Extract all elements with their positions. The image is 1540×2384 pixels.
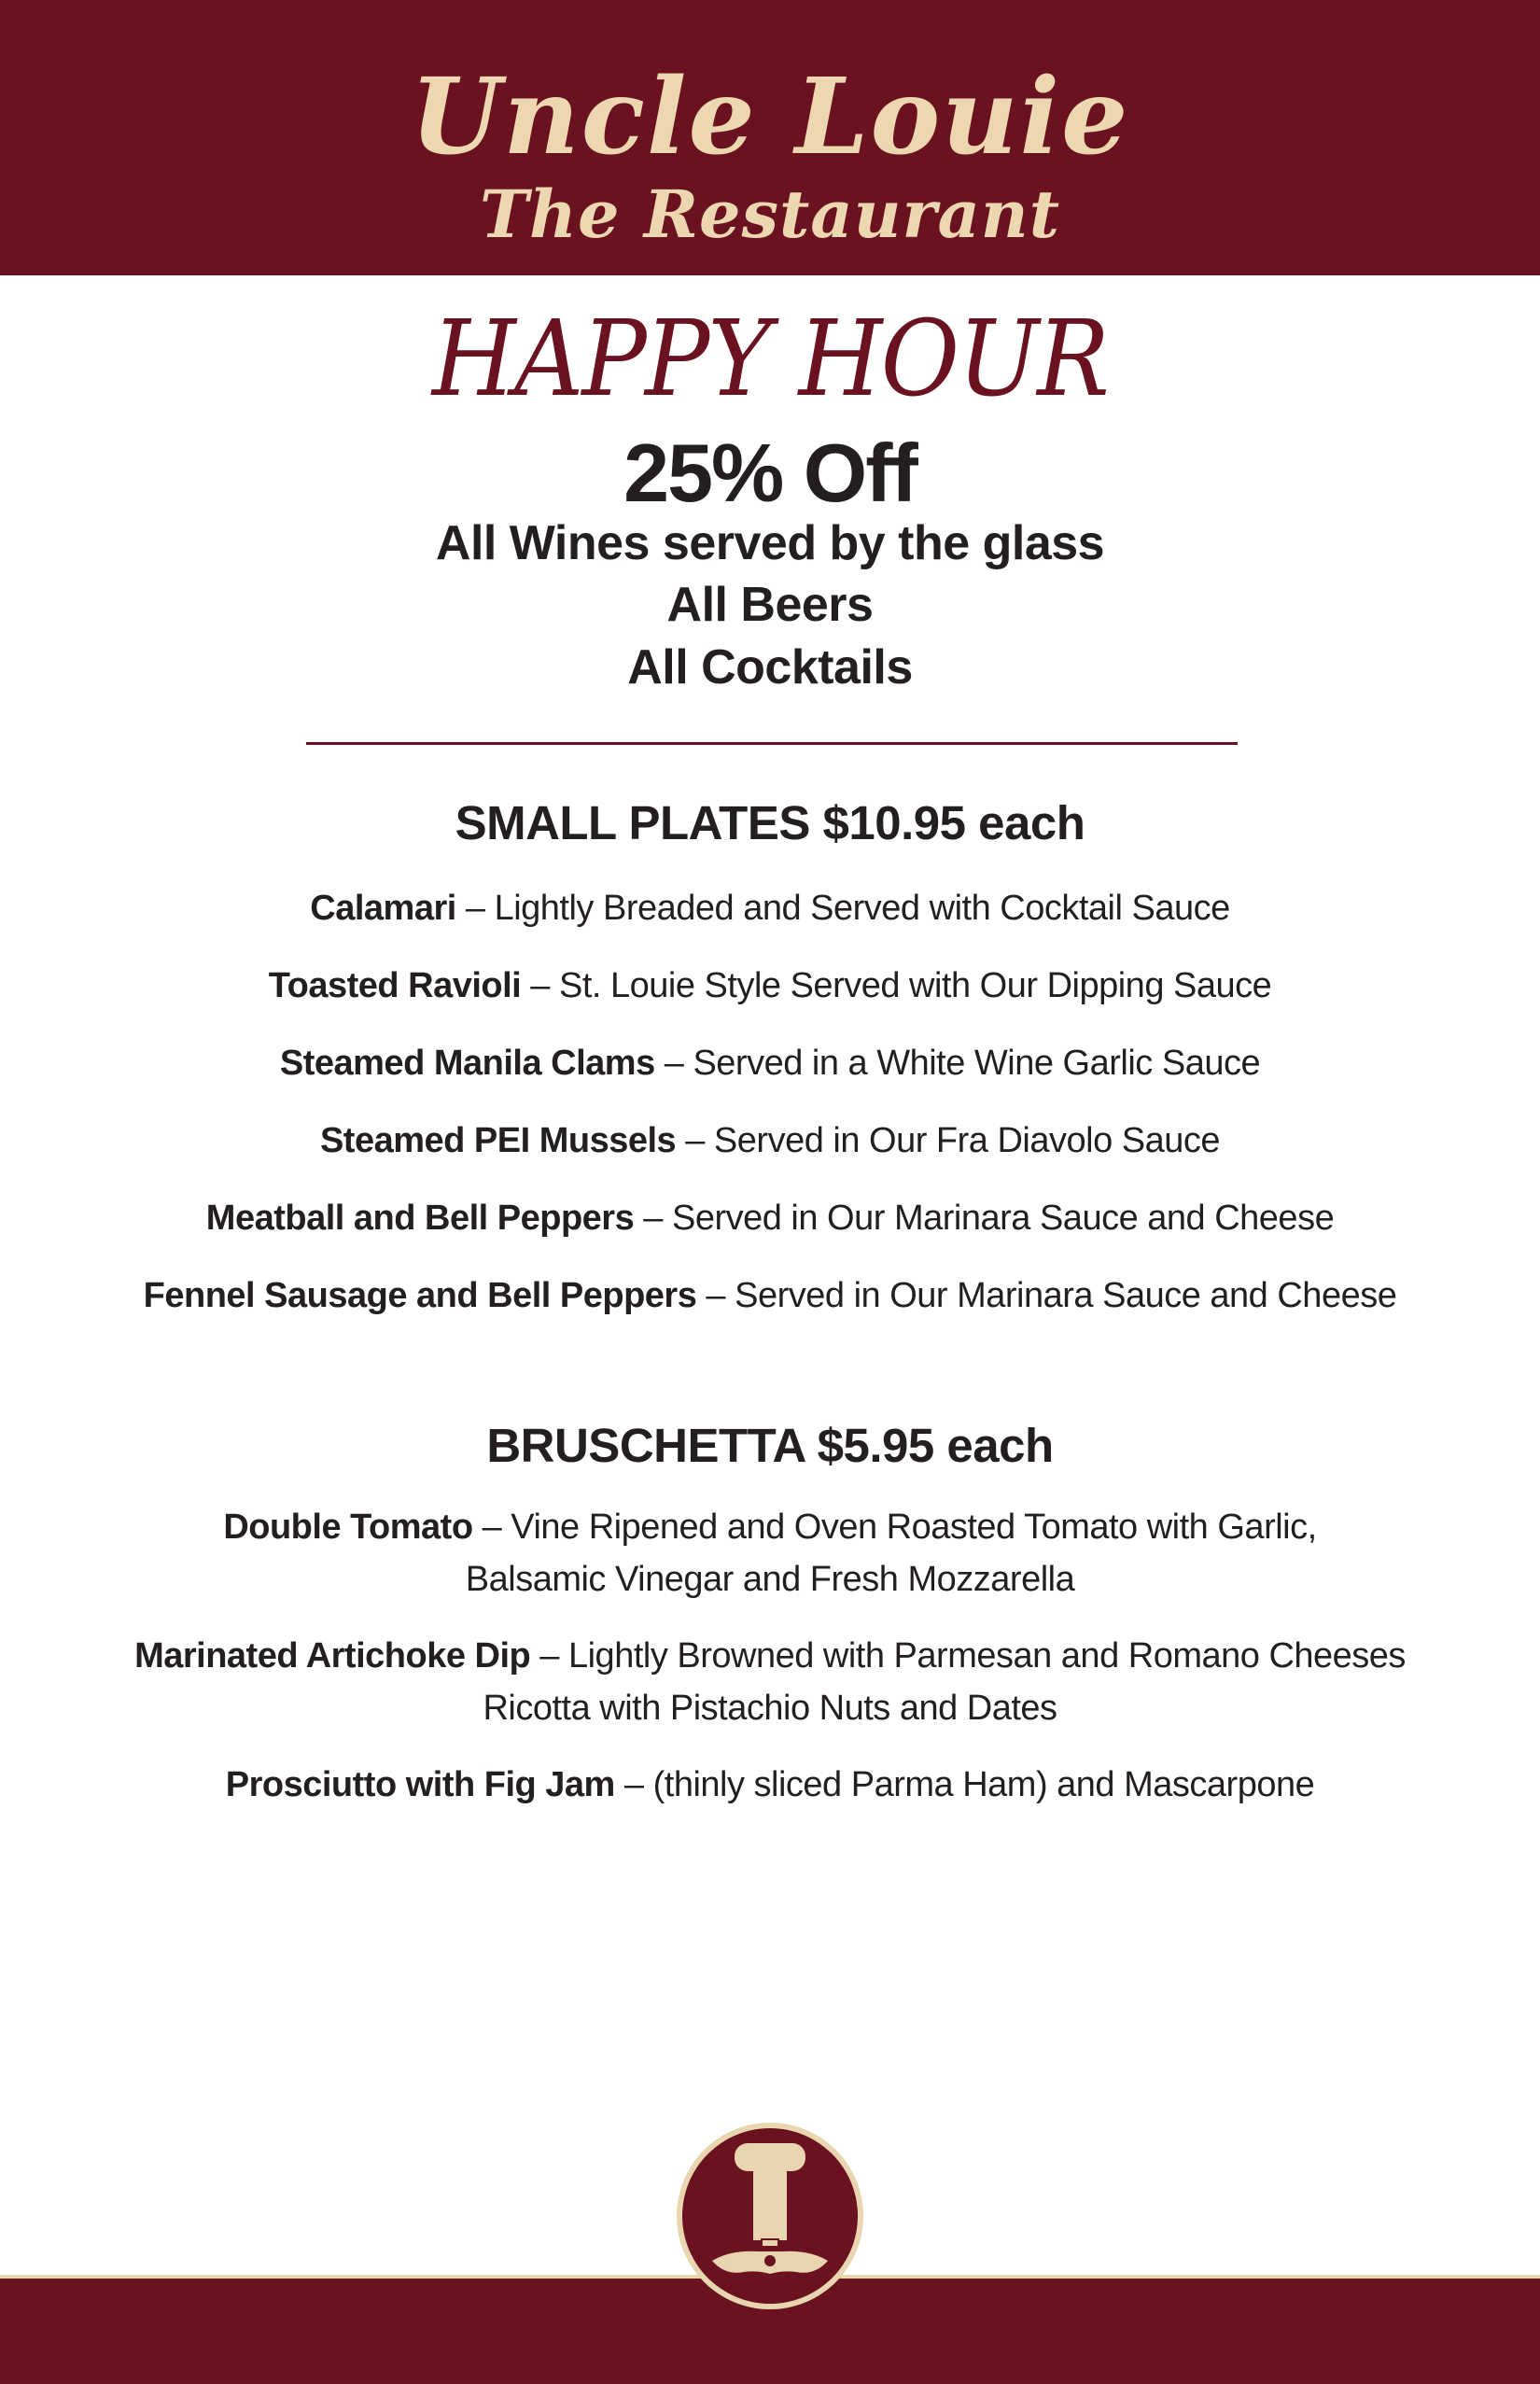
item-description: – St. Louie Style Served with Our Dipping Sauce xyxy=(521,966,1272,1005)
item-description: – (thinly sliced Parma Ham) and Mascarpone xyxy=(614,1765,1315,1804)
item-name: Fennel Sausage and Bell Peppers xyxy=(143,1276,697,1315)
discount-headline: 25% Off xyxy=(623,427,917,519)
offer-line-wines: All Wines served by the glass xyxy=(435,516,1105,570)
item-name: Marinated Artichoke Dip xyxy=(134,1636,531,1676)
item-name: Meatball and Bell Peppers xyxy=(205,1199,635,1238)
item-name: Calamari xyxy=(310,889,456,928)
menu-item xyxy=(0,1759,1540,1811)
menu-item xyxy=(0,1192,1540,1244)
item-description: – Served in a White Wine Garlic Sauce xyxy=(654,1044,1261,1083)
item-name: Toasted Ravioli xyxy=(268,966,522,1005)
item-name: Prosciutto with Fig Jam xyxy=(225,1765,615,1804)
item-description: – Lightly Browned with Parmesan and Romano Cheeses xyxy=(530,1636,1406,1676)
menu-item xyxy=(0,1115,1540,1167)
menu-item xyxy=(0,882,1540,934)
offer-line-beers: All Beers xyxy=(666,578,874,632)
restaurant-name: Uncle Louie xyxy=(410,56,1130,178)
item-description: – Served in Our Fra Diavolo Sauce xyxy=(676,1121,1221,1160)
item-description: – Served in Our Marinara Sauce and Cheese xyxy=(696,1276,1397,1315)
chef-figure-emblem-icon xyxy=(675,2121,865,2311)
small-plates-heading: SMALL PLATES $10.95 each xyxy=(455,796,1085,849)
item-description-continued: Balsamic Vinegar and Fresh Mozzarella xyxy=(465,1560,1075,1599)
offer-line-cocktails: All Cocktails xyxy=(627,640,913,694)
menu-item xyxy=(0,1501,1540,1606)
menu-item xyxy=(0,1037,1540,1089)
menu-item xyxy=(0,960,1540,1012)
item-description: – Served in Our Marinara Sauce and Cheese xyxy=(634,1199,1335,1238)
section-divider xyxy=(306,742,1238,745)
menu-item xyxy=(0,1630,1540,1734)
item-description: – Vine Ripened and Oven Roasted Tomato with Garlic, xyxy=(472,1508,1317,1547)
menu-item xyxy=(0,1269,1540,1322)
bruschetta-heading: BRUSCHETTA $5.95 each xyxy=(486,1419,1054,1472)
happy-hour-title: HAPPY HOUR xyxy=(431,299,1109,420)
restaurant-subtitle: The Restaurant xyxy=(479,175,1061,253)
item-name: Double Tomato xyxy=(223,1508,473,1547)
item-description-continued: Ricotta with Pistachio Nuts and Dates xyxy=(483,1689,1057,1728)
item-name: Steamed PEI Mussels xyxy=(319,1121,677,1160)
item-description: – Lightly Breaded and Served with Cocktail Sauce xyxy=(455,889,1230,928)
item-name: Steamed Manila Clams xyxy=(279,1044,655,1083)
